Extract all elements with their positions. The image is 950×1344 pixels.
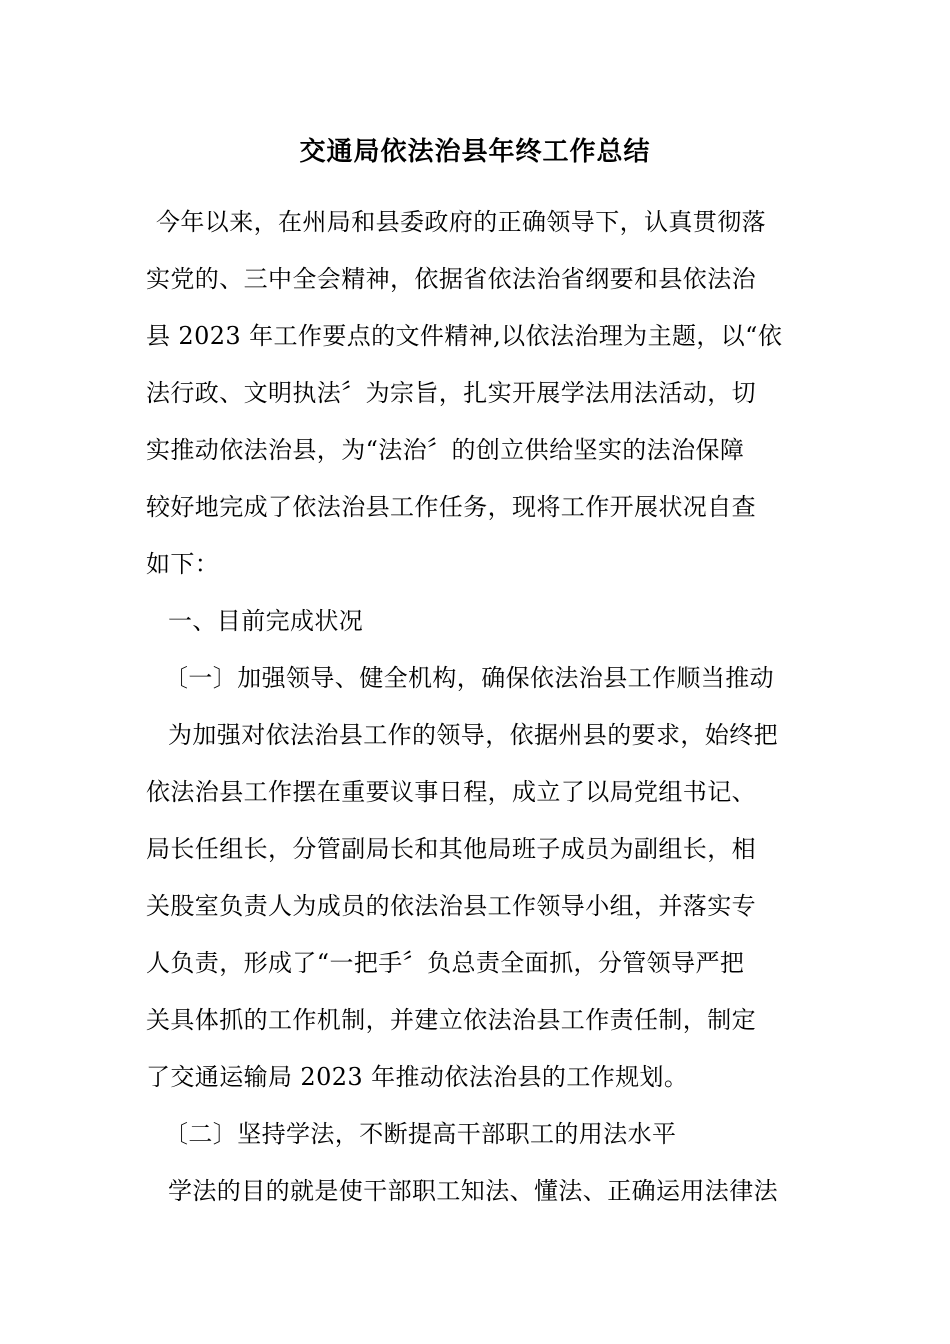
paragraph-line: 较好地完成了依法治县工作任务，现将工作开展状况自查: [146, 493, 756, 521]
subsection-heading: 〔二〕坚持学法，不断提高干部职工的用法水平: [164, 1120, 677, 1148]
paragraph-line: 了交通运输局 2023 年推动依法治县的工作规划。: [146, 1063, 689, 1091]
paragraph-line: 人负责，形成了“一把手〞负总责全面抓，分管领导严把: [146, 949, 745, 977]
paragraph-line: 关股室负责人为成员的依法治县工作领导小组，并落实专: [146, 892, 756, 920]
paragraph-line: 如下：: [146, 550, 220, 578]
section-heading: 一、目前完成状况: [168, 607, 364, 635]
document-body: [146, 194, 810, 1220]
paragraph-line: 学法的目的就是使干部职工知法、懂法、正确运用法律法: [168, 1177, 778, 1205]
paragraph-line: 县 2023 年工作要点的文件精神,以依法治理为主题，以“依: [146, 322, 783, 350]
paragraph-line: 为加强对依法治县工作的领导，依据州县的要求，始终把: [168, 721, 778, 749]
paragraph-line: 局长任组长，分管副局长和其他局班子成员为副组长，相: [146, 835, 756, 863]
paragraph-line: 关具体抓的工作机制，并建立依法治县工作责任制，制定: [146, 1006, 756, 1034]
paragraph-line: 依法治县工作摆在重要议事日程，成立了以局党组书记、: [146, 778, 756, 806]
paragraph-line: 今年以来，在州局和县委政府的正确领导下，认真贯彻落: [156, 208, 766, 236]
document-title: 交通局依法治县年终工作总结: [299, 137, 651, 167]
paragraph-line: 实党的、三中全会精神，依据省依法治省纲要和县依法治: [146, 265, 756, 293]
paragraph-line: 法行政、文明执法〞为宗旨，扎实开展学法用法活动，切: [146, 379, 756, 407]
paragraph-line: 实推动依法治县，为“法治〞的创立供给坚实的法治保障: [146, 436, 745, 464]
subsection-heading: 〔一〕加强领导、健全机构，确保依法治县工作顺当推动: [164, 664, 774, 692]
